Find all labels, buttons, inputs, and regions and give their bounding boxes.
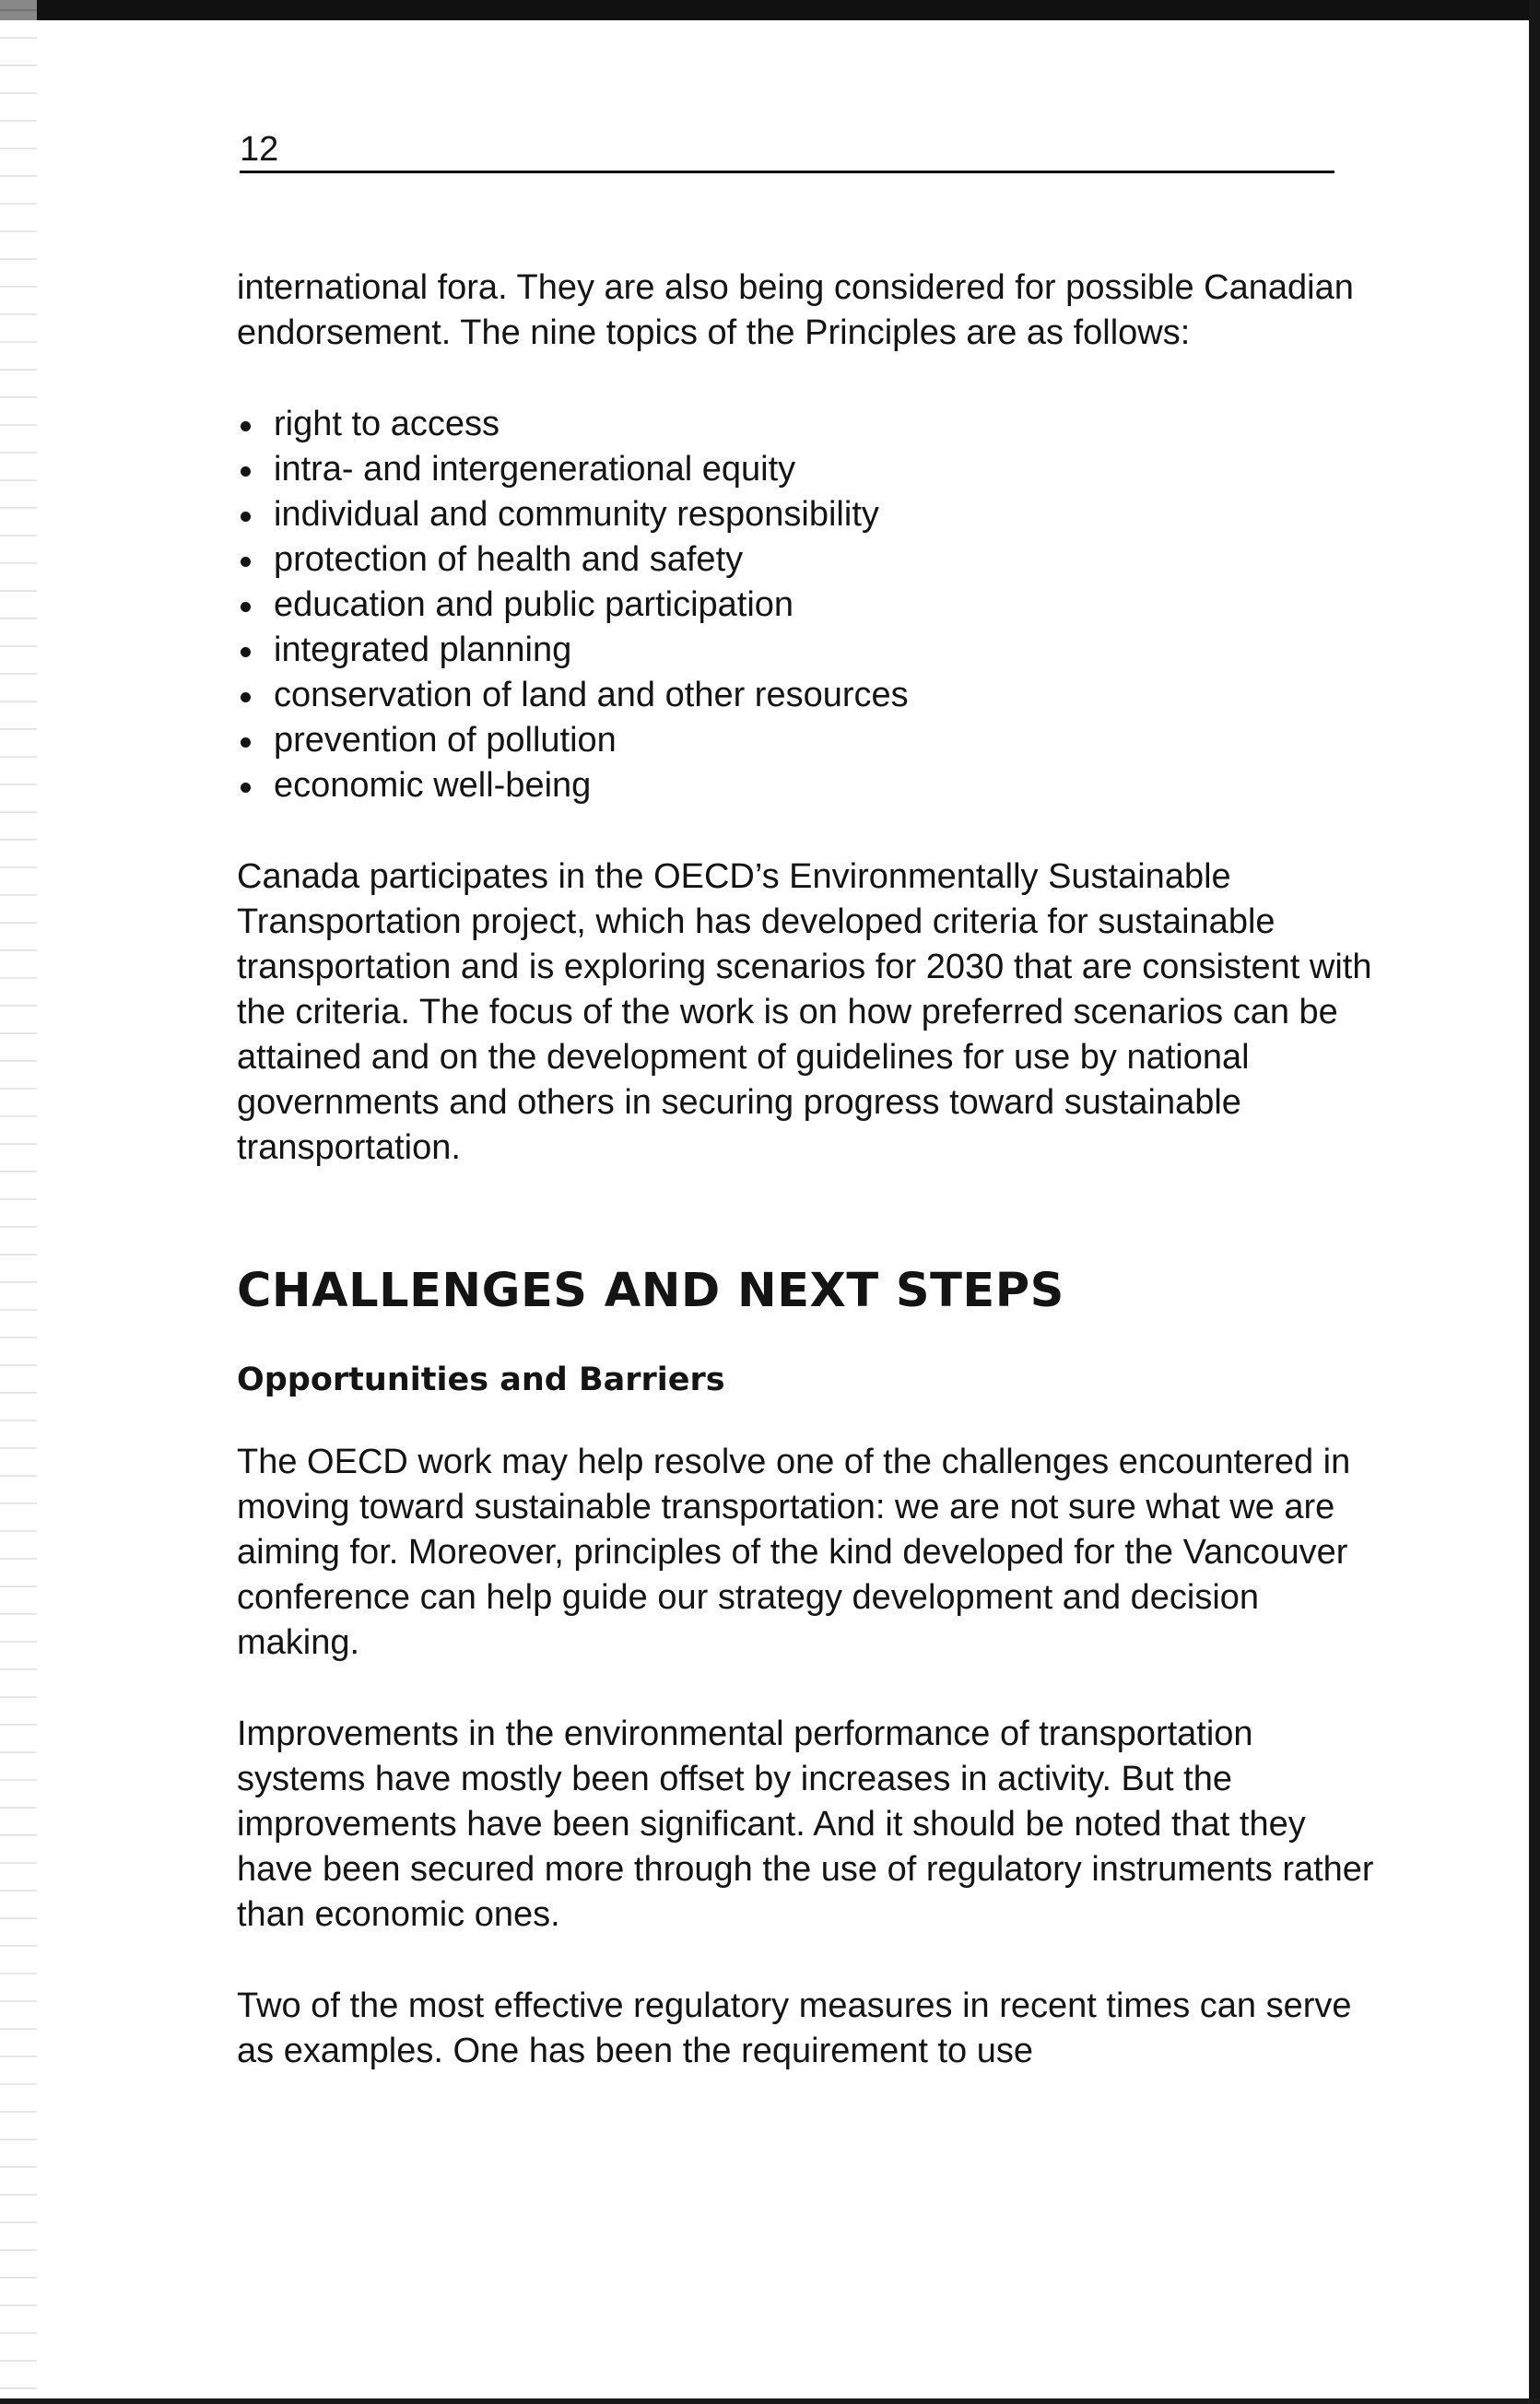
page-content — [237, 265, 1380, 2074]
principles-list — [237, 402, 1380, 808]
list-item: prevention of pollution — [237, 718, 1380, 763]
body-paragraph: Improvements in the environmental performance of transportation systems have mostly been offset by increases in activity. But the improvements have been significant. And it should be noted that they have been secured more through the use of regulatory instruments rather than economic ones. — [237, 1715, 1374, 1934]
header-rule — [240, 171, 1334, 173]
list-item: individual and community responsibility — [237, 492, 1380, 537]
scan-bottom-edge — [0, 2398, 1540, 2404]
list-item: protection of health and safety — [237, 537, 1380, 583]
scan-left-edge — [0, 0, 37, 2404]
list-item: intra- and intergenerational equity — [237, 447, 1380, 492]
sub-heading: Opportunities and Barriers — [237, 1361, 725, 1398]
body-paragraph: Two of the most effective regulatory measures in recent times can serve as examples. One has been the requirement to use — [237, 1986, 1352, 2070]
intro-paragraph: international fora. They are also being considered for possible Canadian endorsement. The nine topics of the Principles are as follows: — [237, 268, 1354, 352]
list-item: economic well-being — [237, 763, 1380, 808]
list-item: integrated planning — [237, 628, 1380, 673]
oecd-paragraph: Canada participates in the OECD’s Environmentally Sustainable Transportation project, which has developed criteria for sustainable transportation and is exploring scenarios for 2030 that are consistent with the criteria. The focus of the work is on how preferred scenarios can be attained and on the development of guidelines for use by national governments and others in securing progress toward sustainable transportation. — [237, 857, 1372, 1167]
body-paragraph: The OECD work may help resolve one of the challenges encountered in moving toward sustainable transportation: we are not sure what we are aiming for. Moreover, principles of the kind developed for the Vancouver conference can help guide our strategy development and decision making. — [237, 1443, 1351, 1662]
scan-right-edge — [1529, 0, 1540, 2404]
list-item: right to access — [237, 402, 1380, 447]
section-heading: CHALLENGES AND NEXT STEPS — [237, 1264, 1064, 1318]
scan-top-edge — [0, 0, 1540, 20]
page-number: 12 — [240, 130, 279, 169]
list-item: conservation of land and other resources — [237, 673, 1380, 718]
list-item: education and public participation — [237, 583, 1380, 628]
